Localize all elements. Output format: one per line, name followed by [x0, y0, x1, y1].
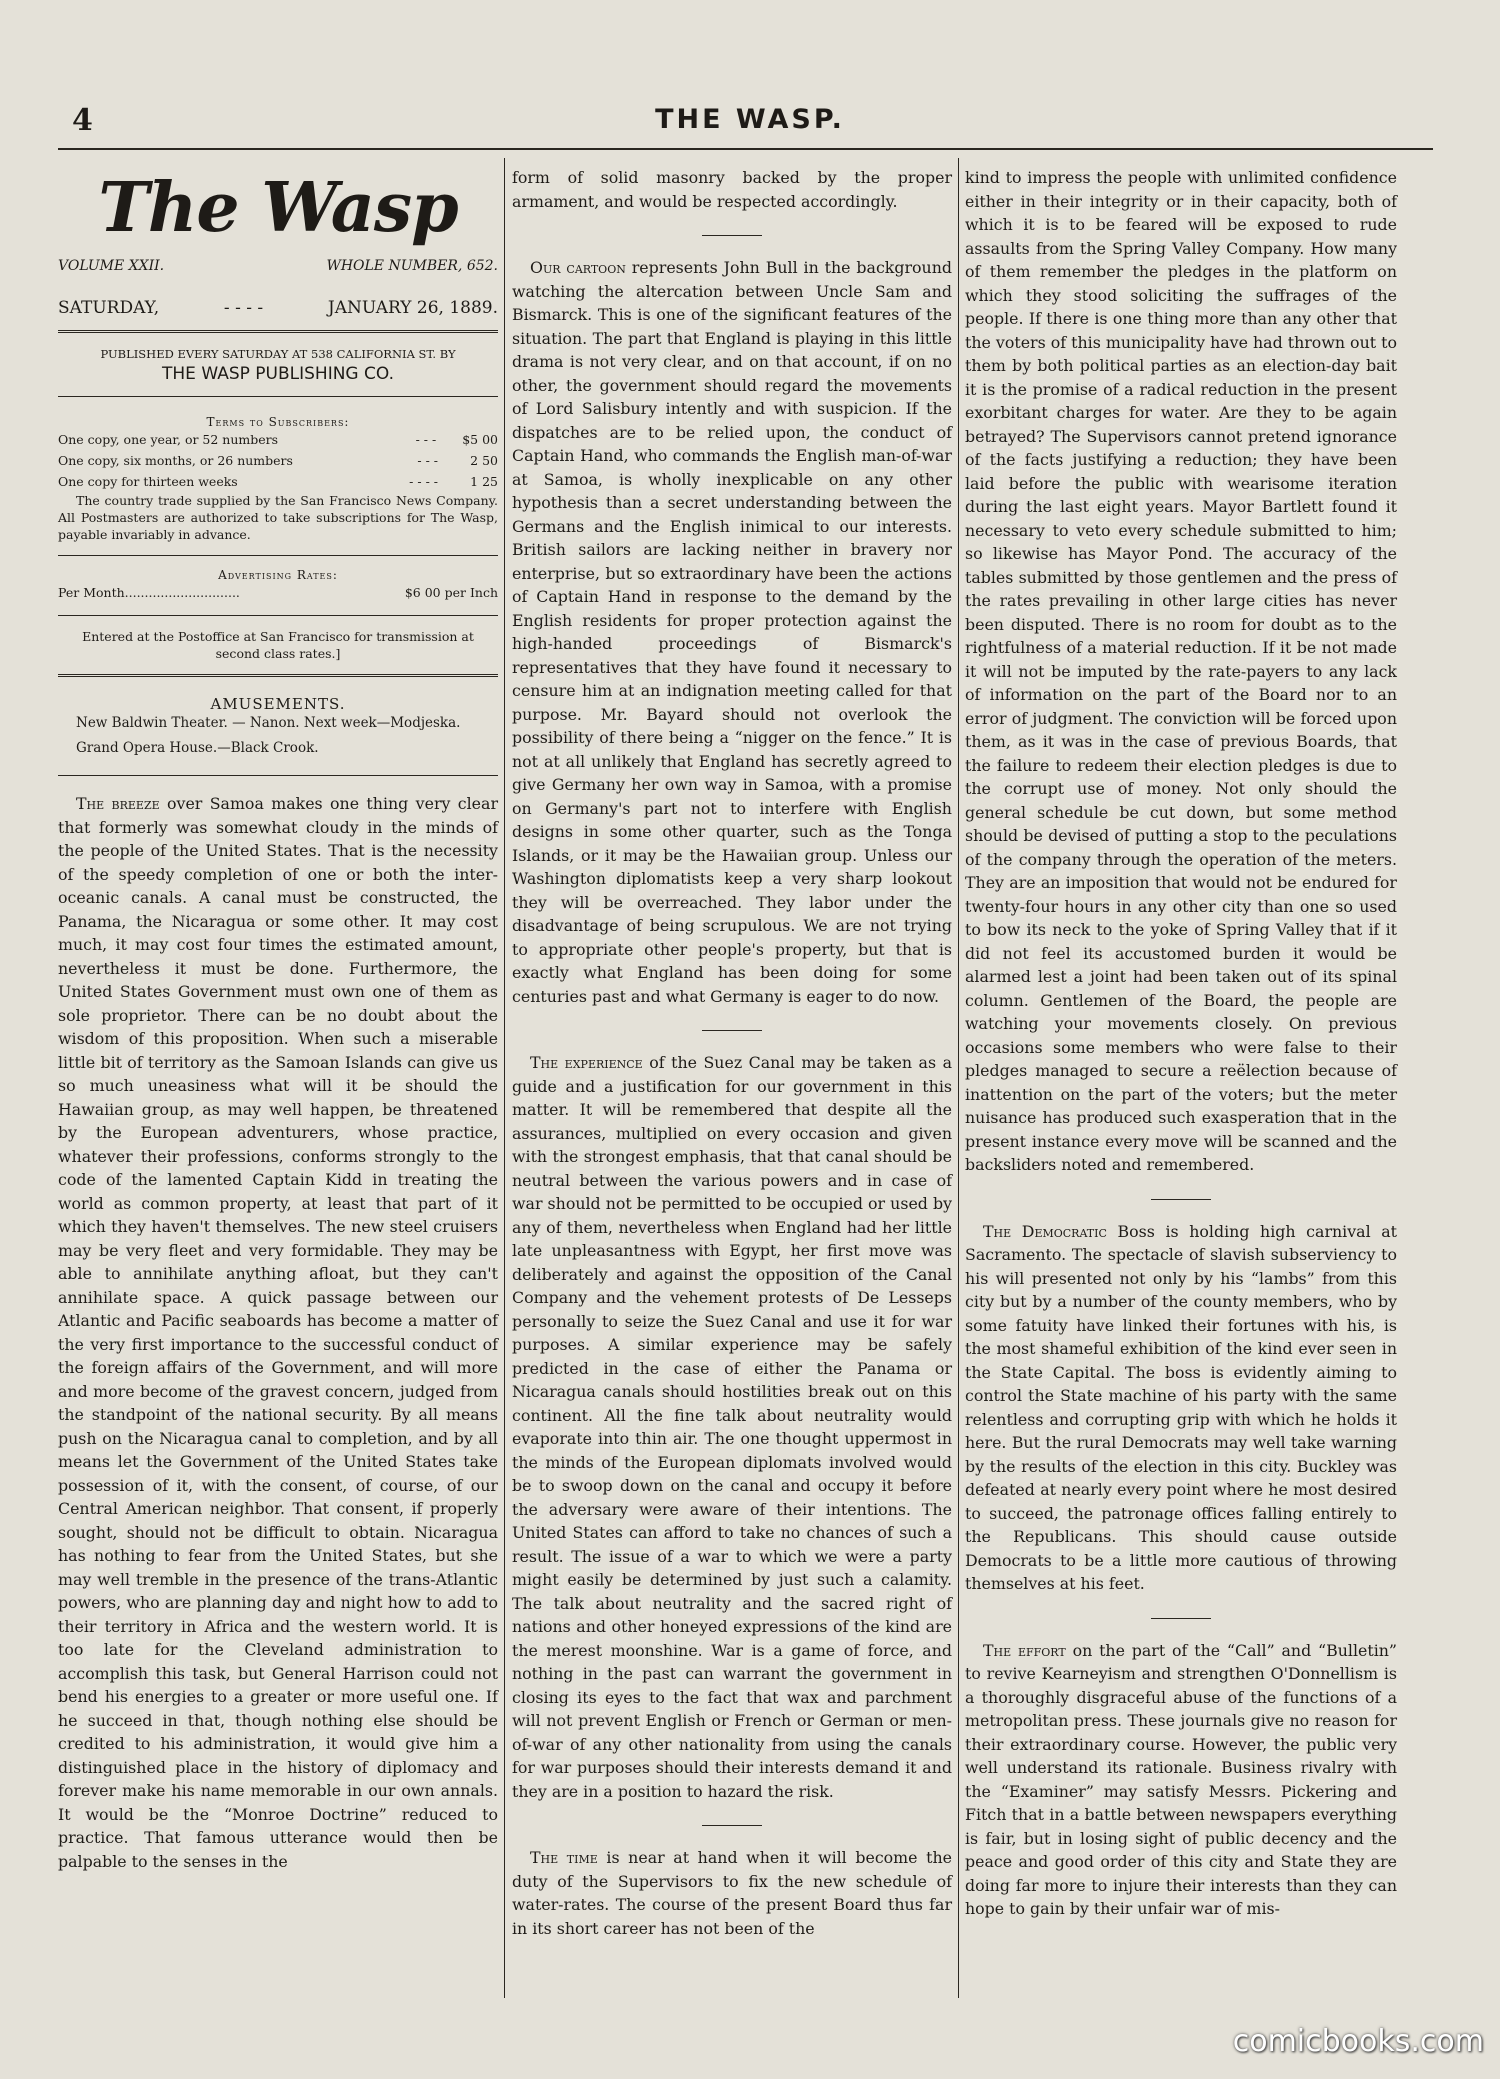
amusement-item: New Baldwin Theater. — Nanon. Next week—Modjeska.: [76, 715, 461, 731]
terms-row-price: $5 00: [462, 432, 498, 447]
divider: [58, 615, 498, 616]
terms-row-dots: - - -: [415, 432, 437, 447]
publisher-company: THE WASP PUBLISHING CO.: [162, 364, 394, 384]
volume-line: [58, 258, 498, 274]
article-time: [512, 1846, 952, 1940]
article-separator: [1151, 1199, 1211, 1200]
terms-row-price: 1 25: [470, 474, 498, 489]
article-separator: [1151, 1618, 1211, 1619]
page-number: 4: [72, 103, 93, 138]
column-rule-2: [958, 158, 959, 1998]
article-time-continued: [965, 166, 1397, 1177]
article-democratic: [965, 1220, 1397, 1596]
issue-day: SATURDAY,: [58, 298, 160, 318]
masthead-title: The Wasp: [98, 168, 458, 248]
article-experience: [512, 1051, 952, 1803]
whole-number: WHOLE NUMBER, 652.: [326, 258, 498, 274]
article-breeze-continued: [512, 166, 952, 213]
advertising-rate-row: [58, 582, 498, 603]
article-body: on the part of the “Call” and “Bulletin” to revive Kearneyism and strengthen O'Donnellism is a thoroughly disgraceful abuse of the functions of a metropolitan press. These journals give no reason for their extraordinary course. However, the public very well understand its rationale. Business rivalry with the “Examiner” may satisfy Messrs. Pickering and Fitch that in a battle between newspapers everything is fair, but in losing sight of public decency and the peace and good order of this city and State they are doing far more to injure their interests than they can hope to gain by their unfair war of mis-: [965, 1640, 1398, 1918]
terms-row-label: One copy, six months, or 26 numbers: [58, 453, 293, 468]
column-2: [512, 166, 952, 1940]
article-separator: [702, 235, 762, 236]
divider: [58, 555, 498, 556]
article-lead: The breeze: [76, 794, 160, 813]
advertising-price: $6 00 per Inch: [404, 585, 498, 600]
column-3: [965, 166, 1397, 1921]
terms-note: The country trade supplied by the San Francisco News Company. All Postmasters are authorized to take subscriptions for The Wasp, payable invariably in advance.: [58, 493, 498, 542]
terms-row-price: 2 50: [470, 453, 498, 468]
article-breeze: [58, 792, 498, 1873]
terms-row: [58, 471, 498, 492]
header-rule: [58, 148, 1433, 150]
amusements-title: AMUSEMENTS.: [210, 695, 346, 713]
volume: VOLUME XXII.: [58, 258, 165, 274]
advertising-heading: Advertising Rates:: [218, 568, 338, 582]
terms-row: [58, 429, 498, 450]
article-lead: The experience: [530, 1053, 643, 1072]
article-body: kind to impress the people with unlimited confidence either in their integrity or in their capacity, both of which it is to be feared will be exposed to rude assaults from the Spring Valley Company. How many of them remember the pledges in the platform on which they stood soliciting the suffrages of the people. If there is one thing more than any other that the voters of this municipality have had thrown out to them by both political parties as an election-day bait it is the promise of a radical reduction in the present exorbitant charges for water. Are they to be again betrayed? The Supervisors cannot pretend ignorance of the facts justifying a reduction; they have been laid before the public with wearisome iteration during the last eight years. Mayor Bartlett found it necessary to veto every schedule submitted to him; so likewise has Mayor Pond. The accuracy of the tables submitted by those gentlemen and the press of the rates prevailing in other large cities has never been disputed. There is no room for doubt as to the rightfulness of a material reduction. If it be not made it will not be imputed by the rate-payers to any lack of information on the part of the Board nor to an error of judgment. The conviction will be forced upon them, as it was in the case of previous Boards, that the failure to redeem their election pledges is due to the corrupt use of money. Not only should the general schedule be cut down, but some method should be devised of putting a stop to the peculations of the company through the operation of the meters. They are an imposition that would not be endured for twenty-four hours in any other city than one so used to bow its neck to the yoke of Spring Valley that if it did not feel its accustomed burden it would be alarmed lest a joint had been taken out of its spinal column. Gentlemen of the Board, the people are watching your movements closely. On previous occasions some members who were false to their pledges managed to secure a reëlection because of inattention on the part of the voters; but the meter nuisance has produced such exasperation that in the present instance every move will be scanned and the backsliders noted and remembered.: [965, 168, 1397, 1174]
article-effort: [965, 1639, 1397, 1921]
advertising-label: Per Month: [58, 585, 125, 600]
date-line: [58, 298, 498, 333]
running-title: THE WASP.: [655, 104, 845, 135]
terms-row-label: One copy for thirteen weeks: [58, 474, 238, 489]
terms-row-dots: - - -: [417, 453, 438, 468]
article-separator: [702, 1825, 762, 1826]
article-body: represents John Bull in the background watching the altercation between Uncle Sam and Bismarck. This is one of the significant features of the situation. The part that England is playing in this little drama is not very clear, and on that account, if on no other, the government should regard the movements of Lord Salisbury intently and with suspicion. If the dispatches are to be relied upon, the conduct of Captain Hand, who commands the English man-of-war at Samoa, is wholly inexplicable on any other hypothesis than a secret understanding between the Germans and the English inimical to our interests. British sailors are lacking neither in bravery nor enterprise, but so extraordinary have been the actions of Captain Hand in response to the demand by the English residents for proper protection against the high-handed proceedings of Bismarck's representatives that they have found it necessary to censure him at an indignation meeting called for that purpose. Mr. Bayard should not overlook the possibility of there being a “nigger on the fence.” It is not at all unlikely that England has secretly agreed to give Germany her own way in Samoa, with a promise on Germany's part not to interfere with English designs in some other quarter, such as the Tonga Islands, or it may be the Hawaiian group. Unless our Washington diplomatists keep a very sharp lookout they will be overreached. They labor under the disadvantage of being scrupulous. We are not trying to appropriate other people's property, but that is exactly what England has been doing for some centuries past and what Germany is eager to do now.: [512, 258, 952, 1006]
terms-row: [58, 450, 498, 471]
divider: [58, 775, 498, 776]
article-body: over Samoa makes one thing very clear that formerly was somewhat cloudy in the minds of the people of the United States. That is the necessity of the speedy completion of one or both the inter-oceanic canals. A canal must be constructed, the Panama, the Nicaragua or some other. It may cost much, it may cost four times the estimated amount, nevertheless it must be done. Furthermore, the United States Government must own one of them as sole proprietor. There can be no doubt about the wisdom of this proposition. When such a miserable little bit of territory as the Samoan Islands can give us so much uneasiness what will it be should the Hawaiian group, as may well happen, be threatened by the European adventurers, whose practice, whatever their professions, conforms strongly to the code of the lamented Captain Kidd in treating the world as common property, at least that part of it which they haven't themselves. The new steel cruisers may be very fleet and very formidable. They may be able to annihilate anything afloat, but they can't annihilate space. A quick passage between our Atlantic and Pacific seaboards has become a matter of the very first importance to the successful conduct of the foreign affairs of the Government, and will more and more become of the gravest concern, judged from the standpoint of the national security. By all means push on the Nicaragua canal to completion, and by all means let the Government of the United States take possession of it, with the consent, of course, of our Central American neighbor. That consent, if properly sought, should not be difficult to obtain. Nicaragua has nothing to fear from the United States, but she may well tremble in the presence of the trans-Atlantic powers, who are planning day and night how to add to their territory in Africa and the western world. It is too late for the Cleveland administration to accomplish this task, but General Harrison could not bend his energies to a greater or more useful one. If he succeed in that, though nothing else should be credited to his administration, it would give him a distinguished place in the history of diplomacy and forever make his name memorable in our own annals. It would be the “Monroe Doctrine” reduced to practice. That famous utterance would then be palpable to the senses in the: [58, 794, 499, 1871]
postoffice-entry-note: Entered at the Postoffice at San Francisco for transmission at second class rates.]: [82, 629, 474, 661]
date-dashes: - - - -: [223, 298, 264, 318]
article-lead: The effort: [983, 1640, 1066, 1660]
terms-row-label: One copy, one year, or 52 numbers: [58, 432, 279, 447]
publisher-line: PUBLISHED EVERY SATURDAY AT 538 CALIFORNIA ST. BY: [100, 347, 456, 361]
article-lead: The time: [530, 1848, 598, 1867]
divider: [58, 396, 498, 397]
column-1: [58, 166, 498, 1873]
column-rule-1: [504, 158, 505, 1998]
terms-row-dots: - - - -: [409, 474, 438, 489]
article-lead: Our cartoon: [530, 258, 626, 277]
article-body: form of solid masonry backed by the proper armament, and would be respected accordingly.: [512, 168, 952, 211]
double-divider: [58, 674, 498, 677]
watermark: comicbooks.com: [1232, 2024, 1484, 2059]
article-lead: The Democratic: [983, 1221, 1107, 1241]
article-separator: [702, 1030, 762, 1031]
amusement-item: Grand Opera House.—Black Crook.: [76, 740, 319, 756]
advertising-dots: .............................: [124, 585, 240, 600]
article-body: of the Suez Canal may be taken as a guide and a justification for our government in this matter. It will be remembered that despite all the assurances, multiplied on every occasion and given with the strongest emphasis, that that canal should be neutral between the various powers and in case of war should not be permitted to be occupied or used by any of them, nevertheless when England had her little late unpleasantness with Egypt, her first move was deliberately and against the opposition of the Canal Company and the vehement protests of De Lesseps personally to seize the Suez Canal and use it for war purposes. A similar experience may be safely predicted in the case of either the Panama or Nicaragua canals should hostilities break out on this continent. All the fine talk about neutrality would evaporate into thin air. The one thought uppermost in the minds of the European diplomats involved would be to swoop down on the canal and occupy it before the adversary were aware of their intentions. The United States can afford to take no chances of such a result. The issue of a war to which we were a party might easily be determined by just such a calamity. The talk about neutrality and the sacred right of nations and other honeyed expressions of the kind are the merest moonshine. War is a game of force, and nothing in the past can warrant the government in closing its eyes to the fact that wax and parchment will not prevent English or French or German or men-of-war of any other nationality from using the canals for war purposes should their interests demand it and they are in a position to hazard the risk.: [512, 1053, 952, 1801]
article-cartoon: [512, 256, 952, 1008]
article-body: Boss is holding high carnival at Sacramento. The spectacle of slavish subserviency to his will presented not only by his “lambs” from this city but by a number of the county members, who by some fatuity have linked their fortunes with his, is the most shameful exhibition of the kind ever seen in the State Capital. The boss is evidently aiming to control the State machine of his party with the same relentless and corrupting grip with which he holds it here. But the rural Democrats may well take warning by the results of the election in this city. Buckley was defeated at nearly every point where he most desired to succeed, the patronage offices falling entirely to the Republicans. This should cause outside Democrats to be a little more cautious of throwing themselves at his feet.: [965, 1221, 1398, 1593]
issue-date: JANUARY 26, 1889.: [327, 298, 498, 318]
terms-table: [58, 429, 498, 492]
article-body: is near at hand when it will become the duty of the Supervisors to fix the new schedule of water-rates. The course of the present Board thus far in its short career has not been of the: [512, 1848, 952, 1938]
terms-heading: Terms to Subscribers:: [206, 415, 350, 429]
